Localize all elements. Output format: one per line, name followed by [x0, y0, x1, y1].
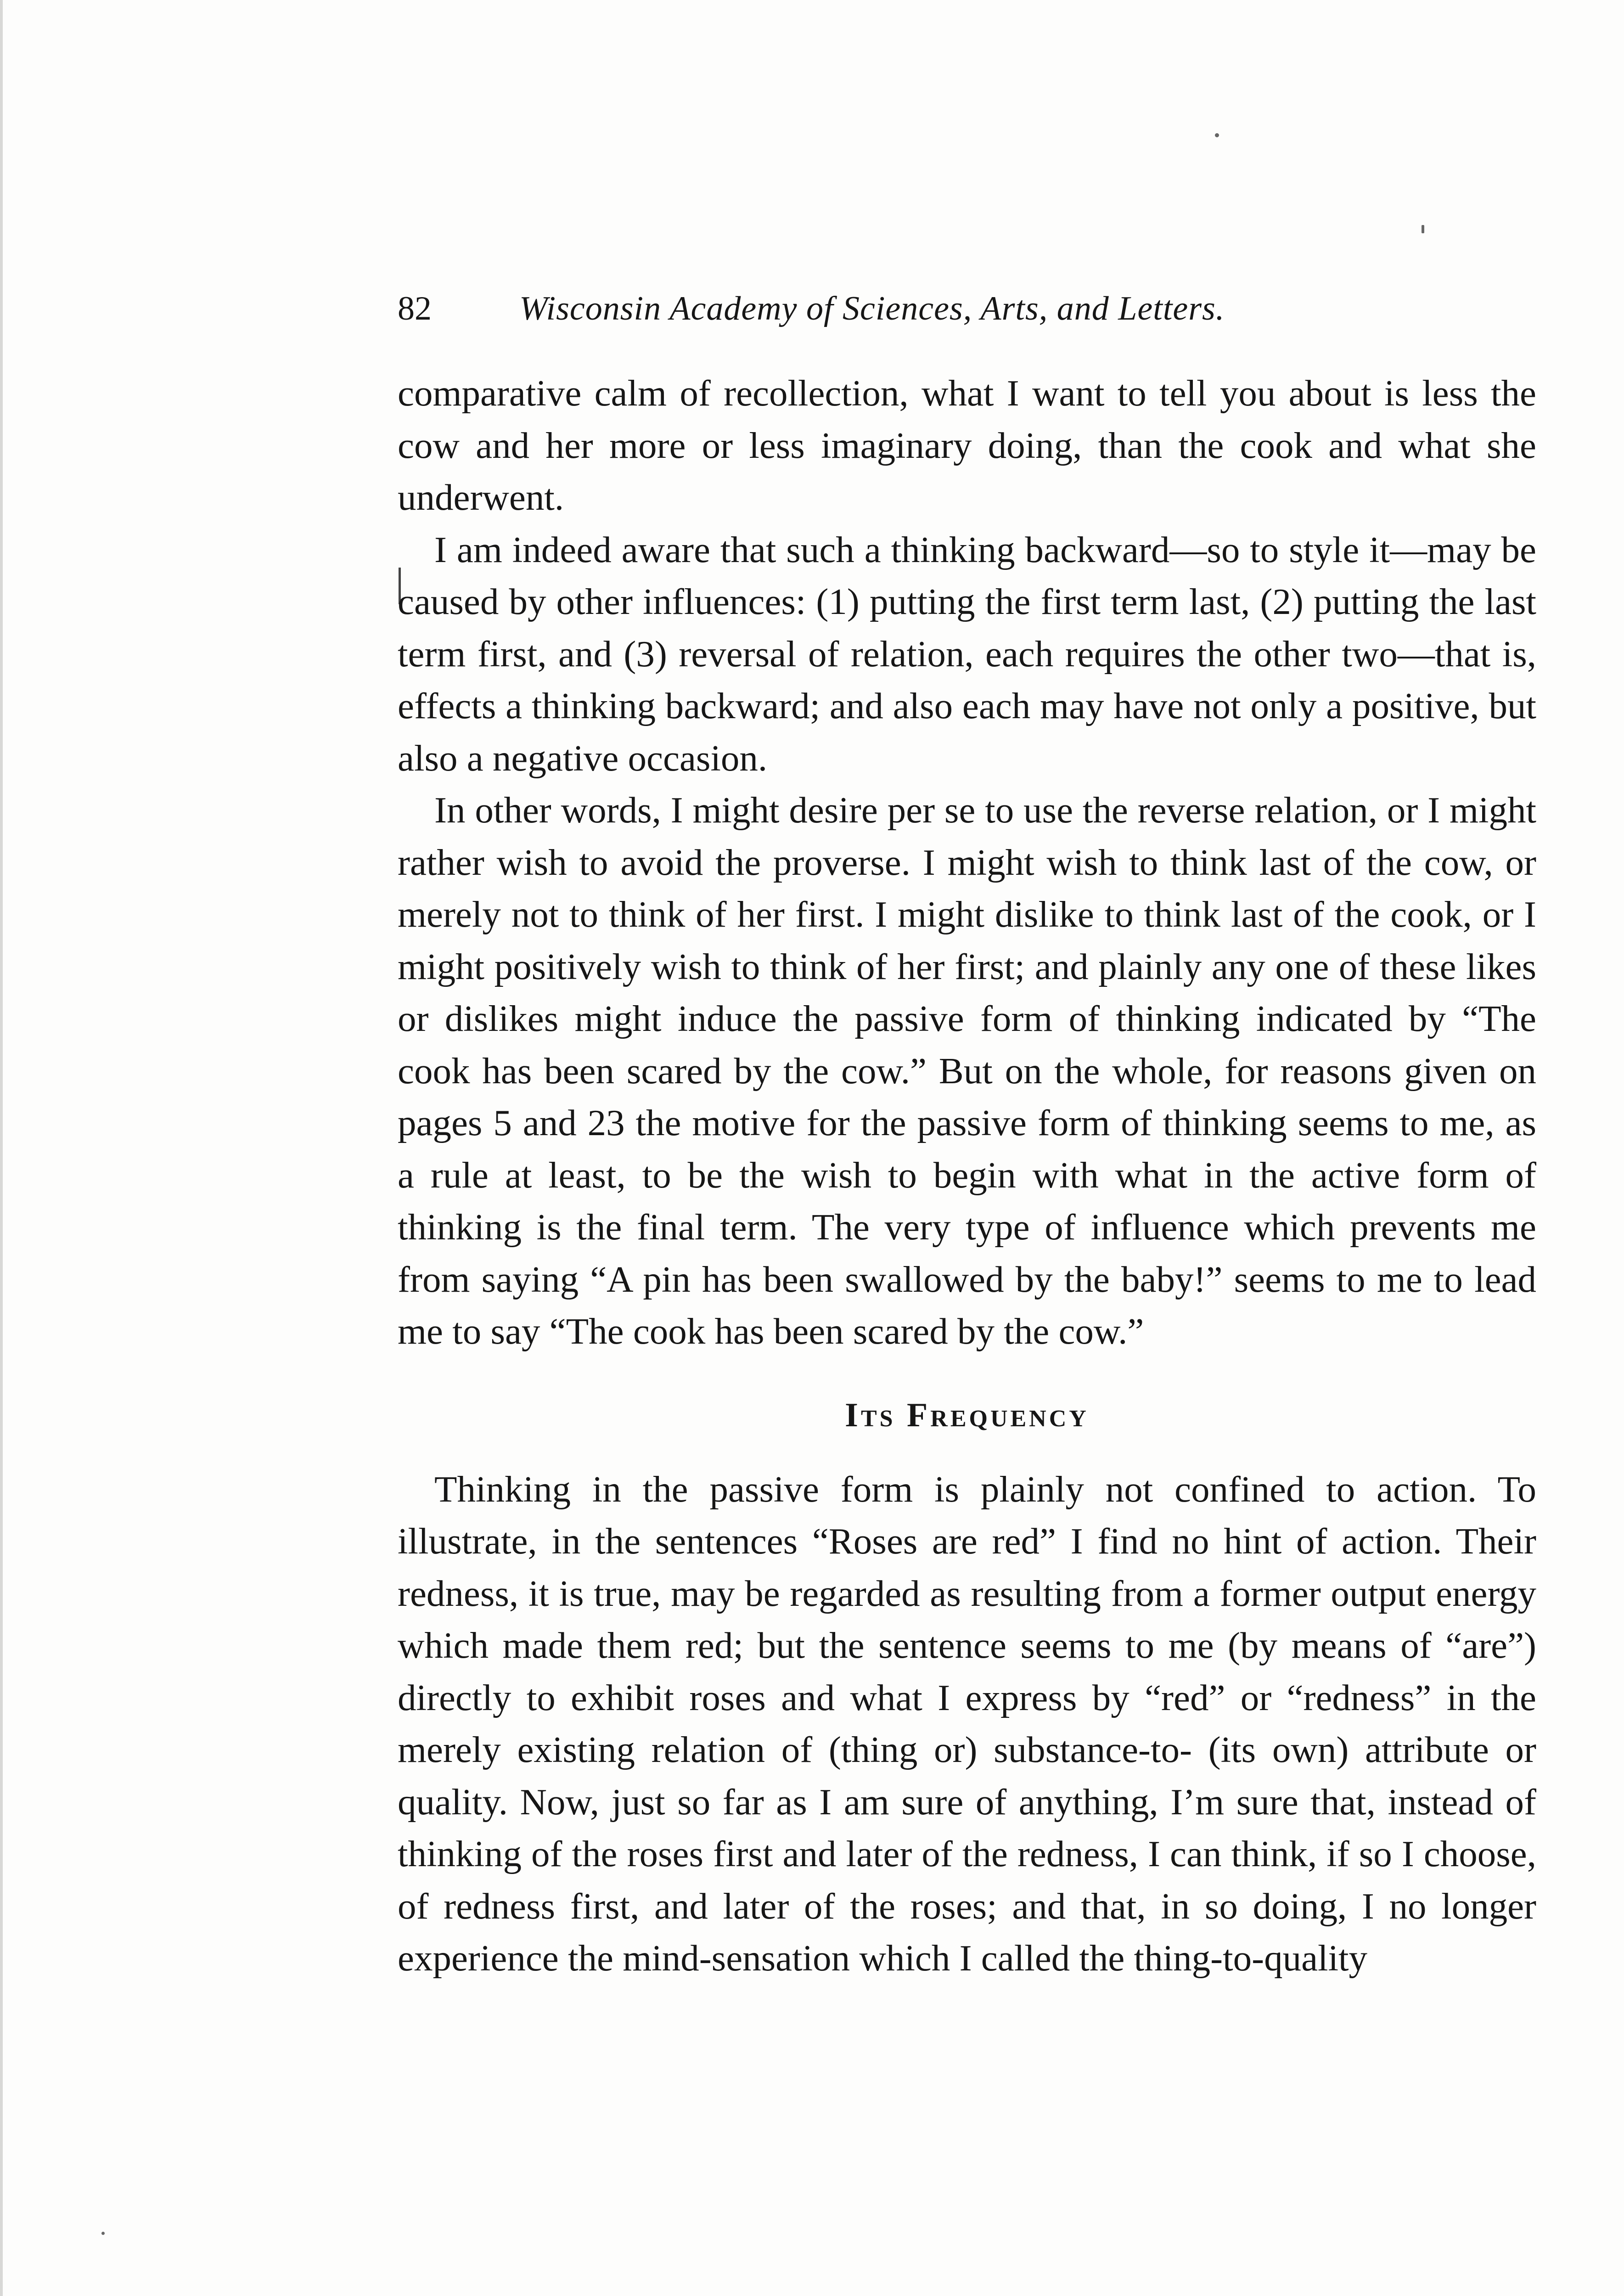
section-heading: Its Frequency: [845, 1396, 1089, 1434]
print-speck: [1215, 133, 1219, 137]
page-number: 82: [398, 290, 432, 327]
print-speck: [1422, 225, 1424, 233]
body-text: [398, 367, 1536, 1985]
paragraph-1: comparative calm of recollection, what I want to tell you about is less the cow and her more or less imaginary doing, than the cook and what she underwent.: [398, 372, 1536, 518]
running-title: Wisconsin Academy of Sciences, Arts, and Letters.: [519, 290, 1225, 327]
paragraph-2: I am indeed aware that such a thinking backward—so to style it—may be caused by other influences: (1) putting the first term last, (2) putting the last term first, and (3) reversal of relation, each requires the other two—that is, effects a thinking backward; and also each may have not only a positive, but also a negative occasion.: [398, 529, 1536, 779]
print-speck: [101, 2232, 105, 2235]
page-header: [398, 289, 1545, 335]
paragraph-3: In other words, I might desire per se to use the reverse relation, or I might rather wish to avoid the proverse. I might wish to think last of the cow, or merely not to think of her first. I might dislike to think last of the cook, or I might positively wish to think of her first; and plainly any one of these likes or dislikes might induce the passive form of thinking indicated by “The cook has been scared by the cow.” But on the whole, for reasons given on pages 5 and 23 the motive for the passive form of thinking seems to me, as a rule at least, to be the wish to begin with what in the active form of thinking is the final term. The very type of influence which prevents me from saying “A pin has been swallowed by the baby!” seems to me to lead me to say “The cook has been scared by the cow.”: [398, 789, 1536, 1352]
paragraph-4: Thinking in the passive form is plainly not confined to action. To illustrate, in the sentences “Roses are red” I find no hint of action. Their redness, it is true, may be regarded as resulting from a former output energy which made them red; but the sentence seems to me (by means of “are”) directly to exhibit roses and what I express by “red” or “redness” in the merely existing relation of (thing or) substance-to- (its own) attribute or quality. Now, just so far as I am sure of anything, I’m sure that, instead of thinking of the roses first and later of the redness, I can think, if so I choose, of redness first, and later of the roses; and that, in so doing, I no longer experience the mind-sensation which I called the thing-to-quality: [398, 1468, 1536, 1979]
